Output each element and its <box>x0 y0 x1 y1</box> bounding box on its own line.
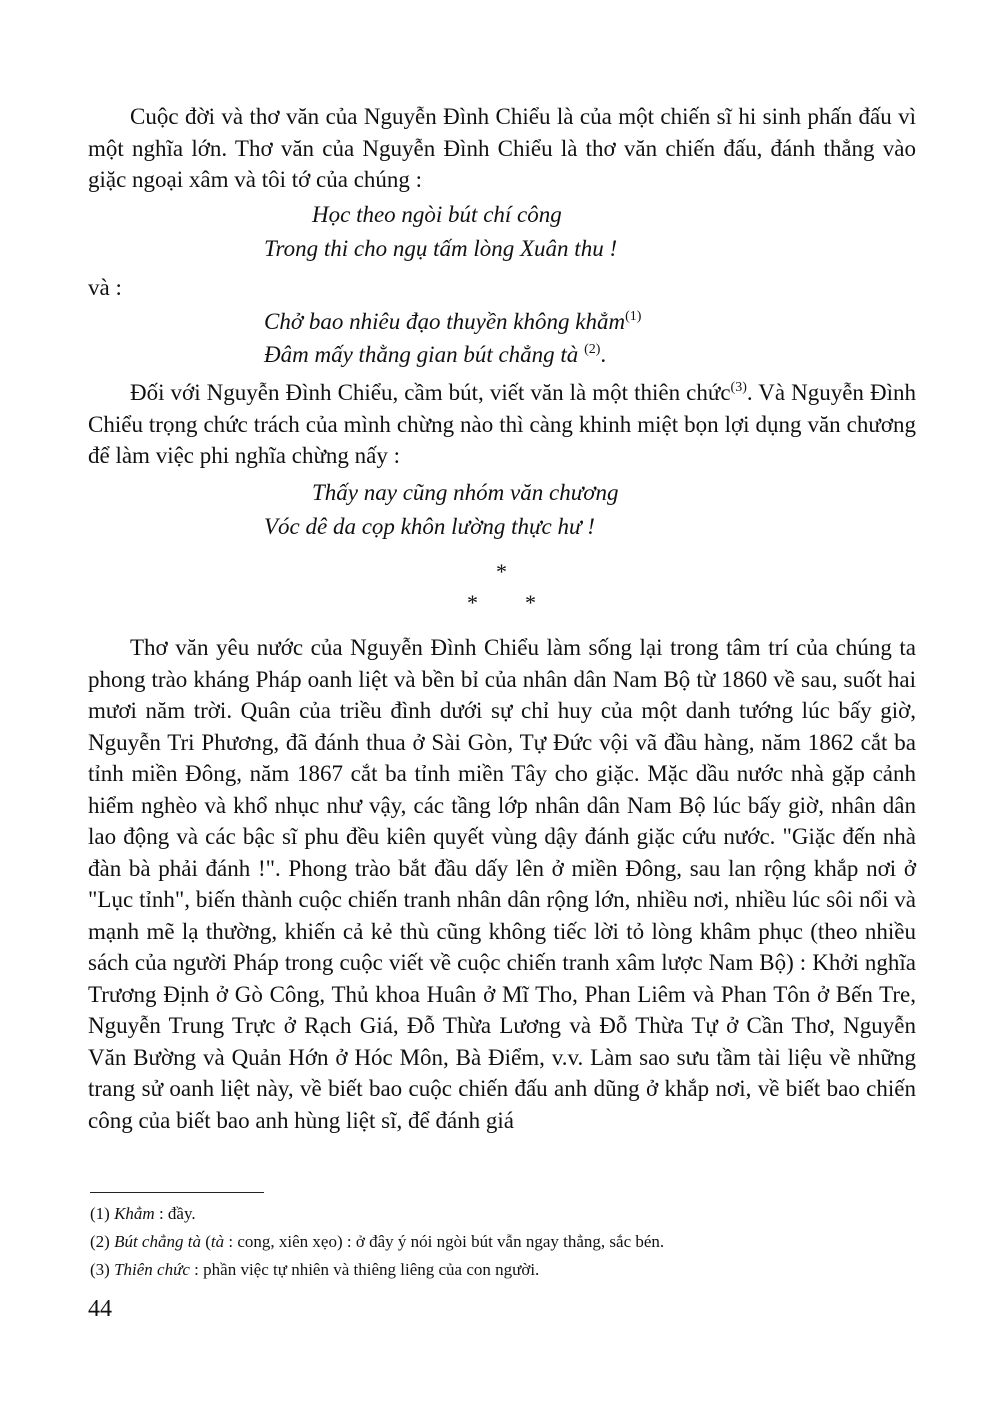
footnote-2-term2: tà <box>210 1232 225 1251</box>
verse-line-5: Thấy nay cũng nhóm văn chương <box>312 480 619 505</box>
footnote-2 <box>90 1230 664 1254</box>
separator-star-top: * <box>496 559 507 584</box>
paragraph-2 <box>88 377 916 472</box>
verse-line-4-text: Đâm mấy thằng gian bút chẳng tà <box>264 342 579 367</box>
footnote-divider <box>90 1192 264 1193</box>
paragraph-3: Thơ văn yêu nước của Nguyễn Đình Chiểu làm sống lại trong tâm trí của chúng ta phong trào kháng Pháp oanh liệt và bền bỉ của nhân dân Nam Bộ từ 1860 về sau, suốt hai mươi năm trời. Quân của triều đình dưới sự chỉ huy của một danh tướng lúc bấy giờ, Nguyễn Tri Phương, đã đánh thua ở Sài Gòn, Tự Đức vội vã đầu hàng, năm 1862 cắt ba tỉnh miền Đông, năm 1867 cắt ba tỉnh miền Tây cho giặc. Mặc dầu nước nhà gặp cảnh hiểm nghèo và khổ nhục như vậy, các tầng lớp nhân dân Nam Bộ lúc bấy giờ, nhân dân lao động và các bậc sĩ phu đều kiên quyết vùng dậy đánh giặc cứu nước. "Giặc đến nhà đàn bà phải đánh !". Phong trào bắt đầu dấy lên ở miền Đông, sau lan rộng khắp nơi ở "Lục tỉnh", biến thành cuộc chiến tranh nhân dân rộng lớn, nhiều nơi, nhiều lúc sôi nổi và mạnh mẽ lạ thường, khiến cả kẻ thù cũng không tiếc lời tỏ lòng khâm phục (theo nhiều sách của người Pháp trong cuộc viết về cuộc chiến tranh xâm lược Nam Bộ) : Khởi nghĩa Trương Định ở Gò Công, Thủ khoa Huân ở Mĩ Tho, Phan Liêm và Phan Tôn ở Bến Tre, Nguyễn Trung Trực ở Rạch Giá, Đỗ Thừa Lương và Đỗ Thừa Tự ở Cần Thơ, Nguyễn Văn Bường và Quản Hớn ở Hóc Môn, Bà Điểm, v.v. Làm sao sưu tầm tài liệu về những trang sử oanh liệt này, về biết bao cuộc chiến đấu anh dũng ở khắp nơi, về biết bao chiến công của biết bao anh hùng liệt sĩ, để đánh giá <box>88 635 916 1133</box>
footnote-3-term: Thiên chức <box>114 1260 190 1279</box>
footnote-3-text: : phần việc tự nhiên và thiêng liêng của con người. <box>189 1260 540 1279</box>
footnote-1 <box>90 1202 196 1226</box>
separator-star-left: * <box>467 590 478 615</box>
verse-line-6: Vóc dê da cọp khôn lường thực hư ! <box>264 514 595 539</box>
verse-line-4 <box>264 338 606 371</box>
verse-line-4-end: . <box>600 342 607 367</box>
paragraph-1: Cuộc đời và thơ văn của Nguyễn Đình Chiểu là của một chiến sĩ hi sinh phấn đấu vì một nghĩa lớn. Thơ văn của Nguyễn Đình Chiểu là thơ văn chiến đấu, đánh thẳng vào giặc ngoại xâm và tôi tớ của chúng : <box>88 104 916 192</box>
footnote-3 <box>90 1258 539 1282</box>
footnote-2-paren: ( <box>200 1232 211 1251</box>
verse-line-3 <box>264 305 641 338</box>
separator-star-right: * <box>525 590 536 615</box>
verse-line-1: Học theo ngòi bút chí công <box>312 202 562 227</box>
footnote-3-number: (3) <box>90 1260 110 1279</box>
footnote-2-term: Bút chẳng tà <box>114 1232 201 1251</box>
footnote-2-number: (2) <box>90 1232 110 1251</box>
footnote-1-text: : đầy. <box>154 1204 196 1223</box>
footnote-1-number: (1) <box>90 1204 110 1223</box>
footnote-ref-1: (1) <box>625 309 642 324</box>
verse-line-2: Trong thi cho ngụ tấm lòng Xuân thu ! <box>264 236 618 261</box>
footnote-2-text: : cong, xiên xẹo) : ở đây ý nói ngòi bút vẫn ngay thẳng, sắc bén. <box>224 1232 665 1251</box>
paragraph-2-text-b: . Và Nguyễn Đình Chiểu trọng chức trách của mình chừng nào thì càng khinh miệt bọn lợi dụng văn chương để làm việc phi nghĩa chừng nấy : <box>88 380 916 468</box>
conjunction-va: và : <box>88 275 122 300</box>
footnote-ref-3: (3) <box>730 380 747 395</box>
footnote-ref-2: (2) <box>584 342 601 357</box>
page-number: 44 <box>88 1296 112 1322</box>
footnote-1-term: Khẳm <box>114 1204 155 1223</box>
paragraph-2-text-a: Đối với Nguyễn Đình Chiểu, cầm bút, viết văn là một thiên chức <box>130 380 731 405</box>
verse-line-3-text: Chở bao nhiêu đạo thuyền không khẳm <box>264 309 626 334</box>
